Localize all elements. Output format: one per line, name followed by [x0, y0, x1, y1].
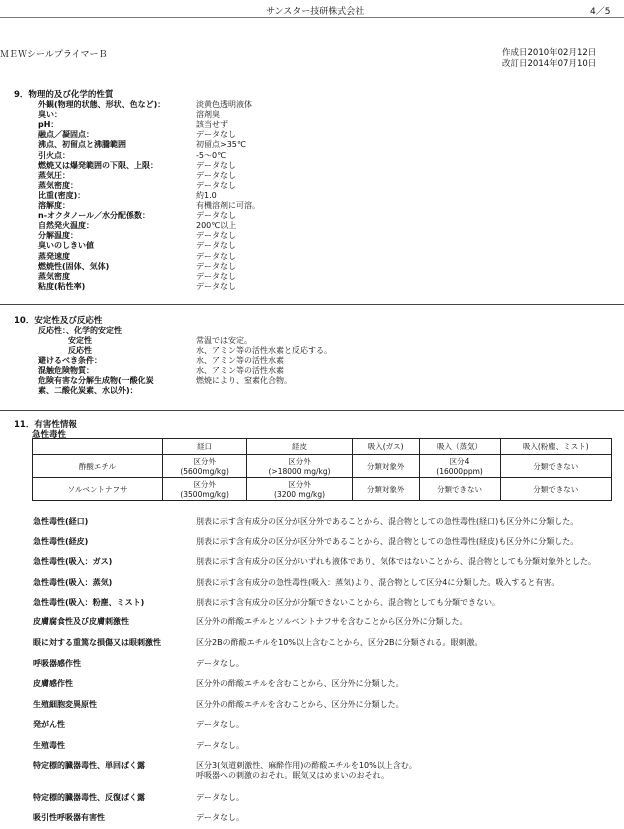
product-name: ＭＥＷシールプライマーＢ	[0, 50, 108, 60]
section-9-title: 9．物理的及び化学的性質	[14, 90, 114, 100]
hazard-label: 発がん性	[33, 720, 65, 729]
property-label: 粘度(粘性率)	[38, 281, 86, 291]
property-value: データなし	[196, 170, 236, 180]
table-header-cell: 吸入（蒸気）	[419, 439, 500, 455]
property-label: 自然発火温度：	[38, 221, 94, 231]
revised-date: 改訂日2014年07月10日	[502, 59, 597, 69]
property-value: データなし	[196, 160, 236, 170]
created-date: 作成日2010年02月12日	[502, 48, 597, 58]
hazard-label: 急性毒性(吸入：ガス)	[33, 557, 113, 566]
hazard-label: 特定標的臓器毒性、単回ばく露	[33, 761, 145, 770]
property-value: データなし	[196, 211, 236, 221]
table-header-cell: 吸入(粉塵、ミスト)	[500, 439, 611, 455]
stability-value: 水、アミン等の活性水素と反応する。	[196, 346, 332, 355]
property-value: 約1.0	[196, 190, 217, 200]
property-label: pH：	[38, 120, 59, 130]
hazard-text: データなし。	[196, 813, 244, 822]
hazard-label: 生殖毒性	[33, 741, 65, 750]
table-header-cell	[33, 439, 163, 455]
vapor-cell: 分類できない	[419, 478, 500, 501]
company-name: サンスター技研株式会社	[266, 7, 365, 17]
stability-label: 反応性	[68, 346, 92, 355]
table-header-cell: 経皮	[247, 439, 352, 455]
property-value: データなし	[196, 281, 236, 291]
property-label: 比重(密度)：	[38, 190, 86, 200]
oral-cell: 区分外 (5600mg/kg)	[163, 455, 247, 478]
hazard-text: 区分外の酢酸エチルを含むことから、区分外に分類した。	[196, 700, 404, 709]
stability-label: 危険有害な分解生成物(一酸化炭	[38, 376, 154, 385]
hazard-text: 別表に示す含有成分の区分が区分外であることから、混合物としての急性毒性(経口)も区分外に分類した。	[196, 517, 579, 526]
hazard-text: 別表に示す含有成分の区分が区分外であることから、混合物としての急性毒性(経皮)も区分外に分類した。	[196, 537, 579, 546]
vapor-cell: 区分4 (16000ppm)	[419, 455, 500, 478]
stability-value: 水、アミン等の活性水素	[196, 356, 284, 365]
hazard-text: 別表に示す含有成分の区分が分類できないことから、混合物としても分類できない。	[196, 598, 500, 607]
hazard-label: 急性毒性(経口)	[33, 517, 89, 526]
property-value: 200℃以上	[196, 221, 237, 231]
property-label: 蒸発速度	[38, 251, 70, 261]
property-label: 蒸気密度：	[38, 180, 78, 190]
property-value: 該当せず	[196, 120, 228, 130]
hazard-text: データなし。	[196, 659, 244, 668]
hazard-label: 急性毒性(吸入：蒸気)	[33, 578, 113, 587]
property-label: 沸点、初留点と沸騰範囲	[38, 140, 126, 150]
property-value: 淡黄色透明液体	[196, 100, 252, 109]
hazard-text: 別表に示す含有成分の急性毒性(吸入：蒸気)より、混合物として区分4に分類した。吸入すると有害。	[196, 578, 560, 587]
substance-name: ソルベントナフサ	[33, 478, 163, 501]
property-label: n-オクタノール／水分配係数：	[38, 211, 151, 221]
property-label: 蒸気圧：	[38, 170, 70, 180]
table-header-cell: 吸入(ガス)	[352, 439, 419, 455]
stability-label: 混触危険物質：	[38, 366, 94, 375]
hazard-text: データなし。	[196, 793, 244, 802]
stability-value: 燃焼により、窒素化合物。	[196, 376, 292, 385]
property-value: 溶剤臭	[196, 110, 220, 120]
property-label: 融点／凝固点：	[38, 130, 94, 140]
hazard-label: 皮膚腐食性及び皮膚刺激性	[33, 617, 129, 626]
property-value: 初留点>35℃	[196, 140, 246, 150]
hazard-label: 眼に対する重篤な損傷又は眼刺激性	[33, 638, 161, 647]
section-10-title: 10．安定性及び反応性	[14, 316, 103, 326]
hazard-text: 区分3(気道刺激性、麻酔作用)の酢酸エチルを10%以上含む。	[196, 761, 417, 770]
property-value: データなし	[196, 271, 236, 281]
section-divider	[0, 304, 624, 305]
property-label: 臭い：	[38, 110, 62, 120]
gas-cell: 分類対象外	[352, 478, 419, 501]
acute-toxicity-table	[32, 438, 612, 501]
hazard-label: 急性毒性(吸入：粉塵、ミスト)	[33, 598, 145, 607]
hazard-label: 吸引性呼吸器有害性	[33, 813, 105, 822]
property-value: データなし	[196, 180, 236, 190]
property-label: 引火点：	[38, 150, 70, 160]
dermal-cell: 区分外 (>18000 mg/kg)	[247, 455, 352, 478]
hazard-text-continued: 呼吸器への刺激のおそれ。眠気又はめまいのおそれ。	[196, 771, 389, 780]
hazard-text: 区分2Bの酢酸エチルを10%以上含むことから、区分2Bに分類される。眼刺激。	[196, 638, 483, 647]
hazard-label: 特定標的臓器毒性、反復ばく露	[33, 793, 145, 802]
property-value: データなし	[196, 231, 236, 241]
hazard-text: 区分外の酢酸エチルを含むことから、区分外に分類した。	[196, 679, 404, 688]
property-label: 燃焼又は爆発範囲の下限、上限：	[38, 160, 158, 170]
property-value: データなし	[196, 130, 236, 140]
table-row	[33, 455, 612, 478]
page-number: 4／5	[590, 7, 611, 17]
gas-cell: 分類対象外	[352, 455, 419, 478]
substance-name: 酢酸エチル	[33, 455, 163, 478]
dust-cell: 分類できない	[500, 455, 611, 478]
property-value: データなし	[196, 251, 236, 261]
section-divider	[0, 410, 624, 411]
property-value: -5～0℃	[196, 150, 227, 160]
table-header-row	[33, 439, 612, 455]
property-label: 蒸気密度	[38, 271, 70, 281]
property-value: データなし	[196, 241, 236, 251]
property-value: データなし	[196, 261, 236, 271]
property-label: 溶解度：	[38, 201, 70, 210]
table-header-cell: 経口	[163, 439, 247, 455]
hazard-text: 区分外の酢酸エチルとソルベントナフサを含むことから区分外に分類した。	[196, 617, 468, 626]
hazard-label: 呼吸器感作性	[33, 659, 81, 668]
stability-label: 避けるべき条件：	[38, 356, 102, 365]
property-label: 燃焼性(固体、気体)	[38, 261, 110, 271]
section-11-title: 11．有害性情報	[14, 420, 77, 430]
hazard-label: 生殖細胞変異原性	[33, 700, 97, 709]
hazard-text: データなし。	[196, 720, 244, 729]
dermal-cell: 区分外 (3200 mg/kg)	[247, 478, 352, 501]
hazard-text: データなし。	[196, 741, 244, 750]
stability-label: 安定性	[68, 336, 92, 345]
stability-value: 水、アミン等の活性水素	[196, 366, 284, 375]
dust-cell: 分類できない	[500, 478, 611, 501]
hazard-label: 皮膚感作性	[33, 679, 73, 688]
property-label: 外観(物理的状態、形状、色など)：	[38, 100, 166, 109]
acute-toxicity-subtitle: 急性毒性	[32, 430, 67, 440]
oral-cell: 区分外 (3500mg/kg)	[163, 478, 247, 501]
property-label: 臭いのしきい値	[38, 241, 94, 251]
table-row	[33, 478, 612, 501]
stability-value: 常温では安定。	[196, 336, 252, 345]
hazard-label: 急性毒性(経皮)	[33, 537, 89, 546]
header-divider	[0, 17, 624, 18]
hazard-text: 別表に示す含有成分の区分がいずれも液体であり、気体ではないことから、混合物としても分類対象外とした。	[196, 557, 596, 566]
property-label: 分解温度：	[38, 231, 78, 241]
property-value: 有機溶剤に可溶。	[196, 201, 260, 210]
